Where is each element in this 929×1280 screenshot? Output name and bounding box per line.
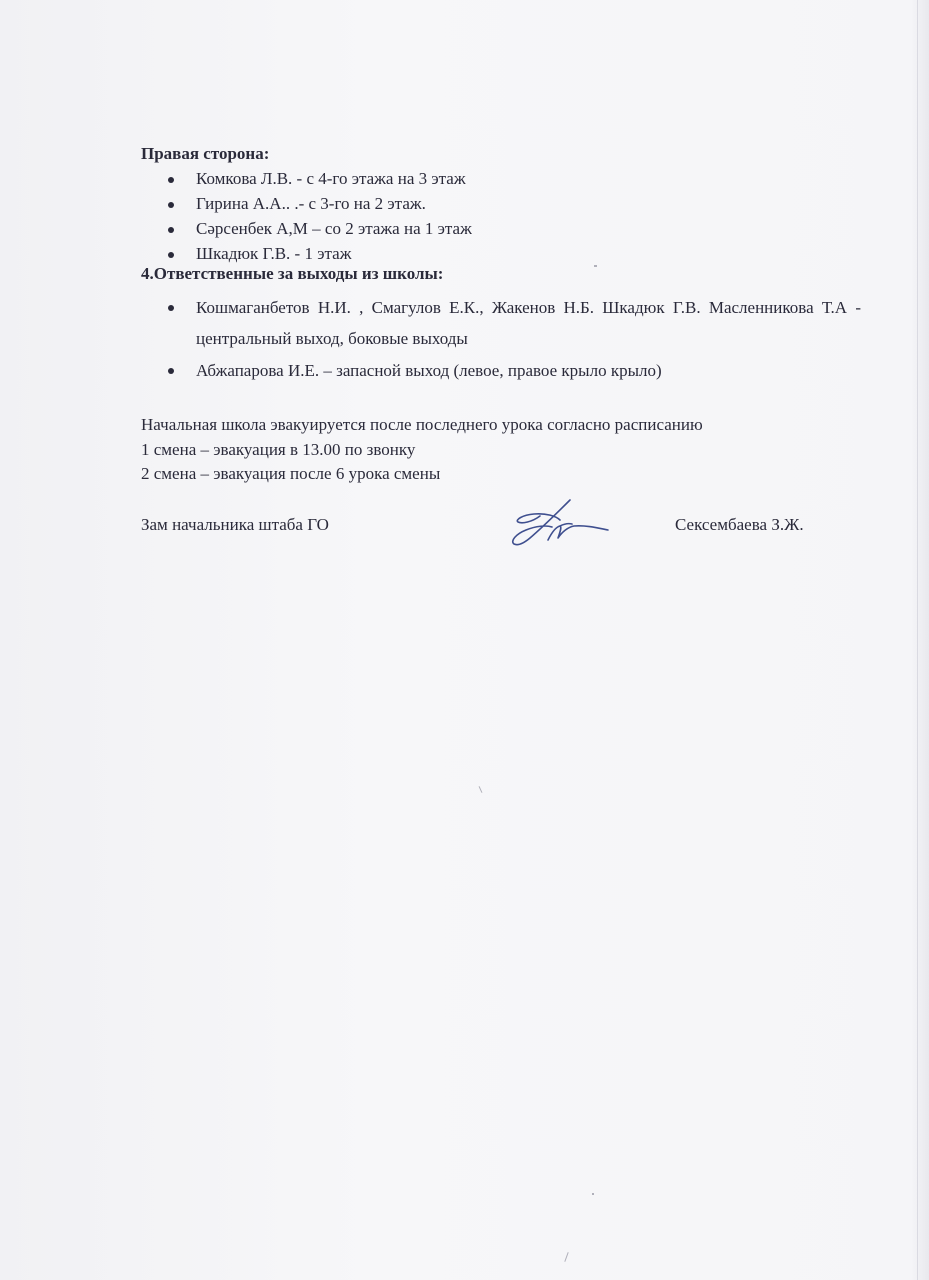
list-item-text: Абжапарова И.Е. – запасной выход (левое, правое крыло крыло)	[196, 361, 662, 380]
list-item	[141, 355, 861, 386]
note-line: 2 смена – эвакуация после 6 урока смены	[141, 464, 441, 483]
paper-speck	[594, 265, 597, 267]
paper-speck	[592, 1193, 594, 1195]
list-item	[141, 216, 861, 241]
bullet-icon	[168, 227, 174, 233]
exits-list	[141, 292, 861, 386]
handwritten-signature-icon	[500, 494, 610, 550]
list-item	[141, 166, 861, 191]
signatory-name: Сексембаева З.Ж.	[675, 515, 804, 534]
section-title-exits: 4.Ответственные за выходы из школы:	[141, 264, 444, 283]
paper-speck	[479, 786, 483, 793]
bullet-icon	[168, 368, 174, 374]
note-line: 1 смена – эвакуация в 13.00 по звонку	[141, 440, 416, 459]
page-fold-line	[917, 0, 918, 1280]
bullet-icon	[168, 252, 174, 258]
bullet-icon	[168, 177, 174, 183]
page-edge-shadow	[911, 0, 929, 1280]
bullet-icon	[168, 202, 174, 208]
list-item-text: Сәрсенбек А,М – со 2 этажа на 1 этаж	[196, 219, 472, 238]
right-side-list	[141, 166, 861, 266]
list-item-text: Гирина А.А.. .- с 3-го на 2 этаж.	[196, 194, 426, 213]
list-item-text: Комкова Л.В. - с 4-го этажа на 3 этаж	[196, 169, 466, 188]
list-item-text: Шкадюк Г.В. - 1 этаж	[196, 244, 352, 263]
list-item	[141, 191, 861, 216]
bullet-icon	[168, 305, 174, 311]
list-item-text: Кошмаганбетов Н.И. , Смагулов Е.К., Жакенов Н.Б. Шкадюк Г.В. Масленникова Т.А - центральный выход, боковые выходы	[196, 298, 861, 348]
signatory-role: Зам начальника штаба ГО	[141, 515, 329, 534]
note-line: Начальная школа эвакуируется после последнего урока согласно расписанию	[141, 415, 703, 434]
list-item	[141, 292, 861, 354]
section-title-right-side: Правая сторона:	[141, 144, 270, 163]
paper-speck	[564, 1252, 568, 1262]
